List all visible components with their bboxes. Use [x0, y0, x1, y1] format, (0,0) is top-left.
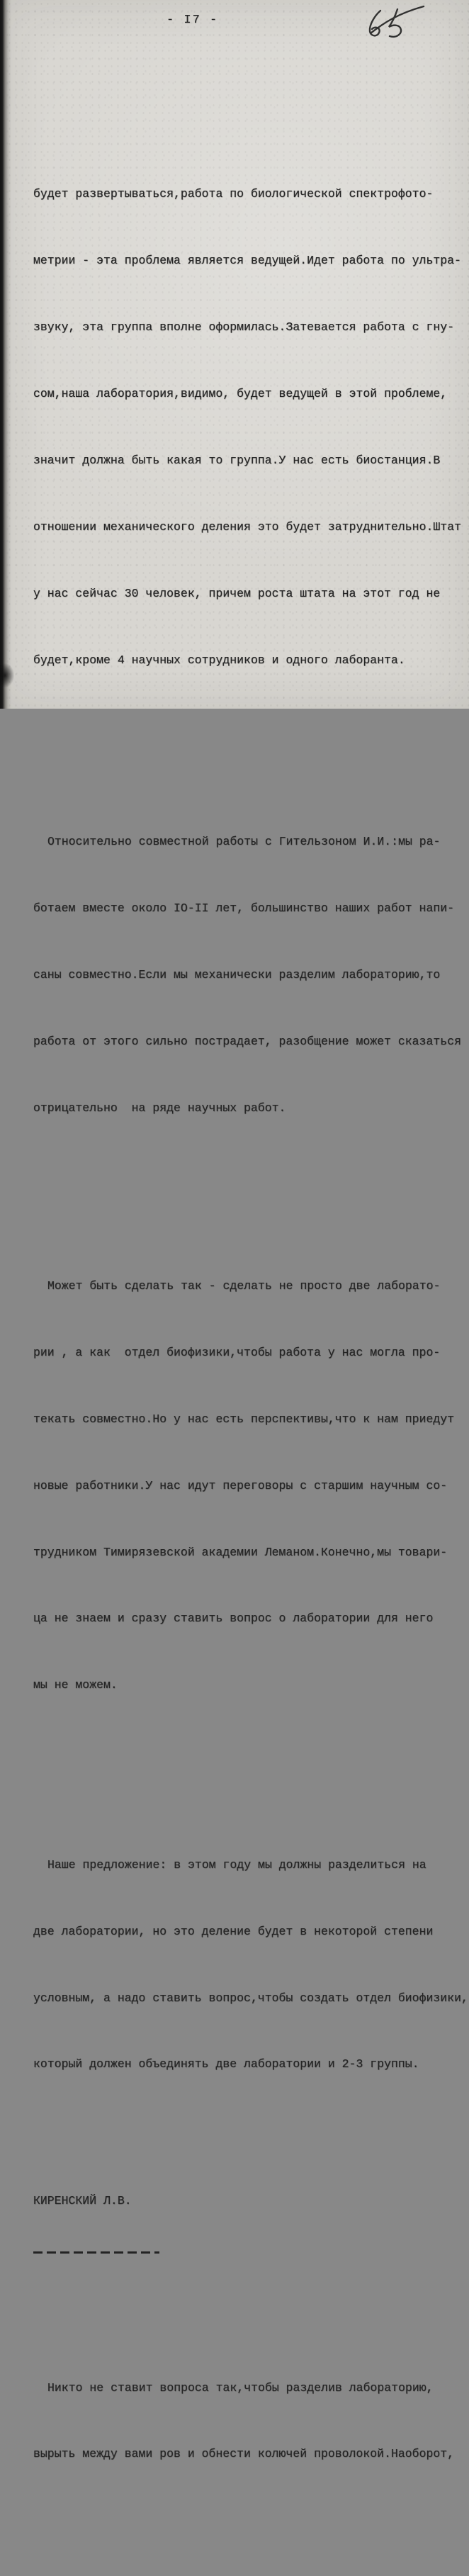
paragraph — [33, 1809, 468, 2120]
text-line: работа от этого сильно пострадает, разобщение может сказаться — [33, 1034, 461, 1048]
text-line: отрицательно на ряде научных работ. — [33, 1101, 286, 1115]
text-line: который должен объединять две лаборатории и 2-3 группы. — [33, 2057, 419, 2071]
text-line: две лаборатории, но это деление будет в некоторой степени — [33, 1924, 434, 1938]
text-line: ца не знаем и сразу ставить вопрос о лаборатории для него — [33, 1612, 434, 1626]
paragraph — [33, 787, 464, 1164]
text-line: Никто не ставит вопроса так,чтобы разделив лабораторию, — [47, 2380, 434, 2395]
handwritten-page-number — [354, 0, 453, 53]
text-line: сом,наша лаборатория,видимо, будет ведущей в этой проблеме, — [33, 387, 448, 401]
text-line: трудником Тимирязевской академии Леманом.Конечно,мы товари- — [33, 1545, 448, 1559]
paragraph — [33, 2332, 464, 2509]
paragraph — [33, 139, 464, 716]
text-line: рии , а как отдел биофизики,чтобы работа у нас могла про- — [33, 1345, 441, 1359]
text-line: отношении механического деления это будет затруднительно.Штат — [33, 519, 461, 534]
text-line: звуку, эта группа вполне оформилась.Затевается работа с гну- — [33, 320, 455, 334]
paragraph — [33, 1230, 464, 1740]
text-line: Наше предложение: в этом году мы должны разделиться на — [47, 1857, 426, 1872]
speaker-heading: КИРЕНСКИЙ Л.В. — [33, 2194, 132, 2208]
text-line: условным, а надо ставить вопрос,чтобы создать отдел биофизики, — [33, 1991, 468, 2005]
text-line: Может быть сделать так - сделать не просто две лаборато- — [47, 1279, 441, 1293]
text-line: текать совместно.Но у нас есть перспективы,что к нам приедут — [33, 1412, 455, 1426]
binding-edge — [0, 0, 11, 709]
text-line: у нас сейчас 30 человек, причем роста штата на этот год не — [33, 586, 441, 600]
text-line: саны совместно.Если мы механически разделим лабораторию,то — [33, 967, 441, 982]
page-number: - I7 - — [166, 13, 219, 27]
text-line: будет развертываться,работа по биологической спектрофото- — [33, 187, 434, 201]
text-line: Относительно совместной работы с Гительзоном И.И.:мы ра- — [47, 835, 441, 849]
text-line: будет,кроме 4 научных сотрудников и одного лаборанта. — [33, 653, 405, 667]
ink-smudge — [0, 663, 14, 687]
text-line: значит должна быть какая то группа.У нас есть биостанция.В — [33, 454, 441, 468]
document-body — [33, 72, 468, 2576]
text-line: новые работники.У нас идут переговоры с старшим научным со- — [33, 1478, 448, 1492]
heading-underline — [33, 2251, 159, 2254]
text-line: мы не можем. — [33, 1678, 118, 1692]
text-line: ботаем вместе около IO-II лет, большинство наших работ напи- — [33, 901, 455, 915]
text-line: вырыть между вами ров и обнести колючей проволокой.Наоборот, — [33, 2447, 455, 2461]
text-line: метрии - эта проблема является ведущей.Идет работа по ультра- — [33, 254, 461, 268]
